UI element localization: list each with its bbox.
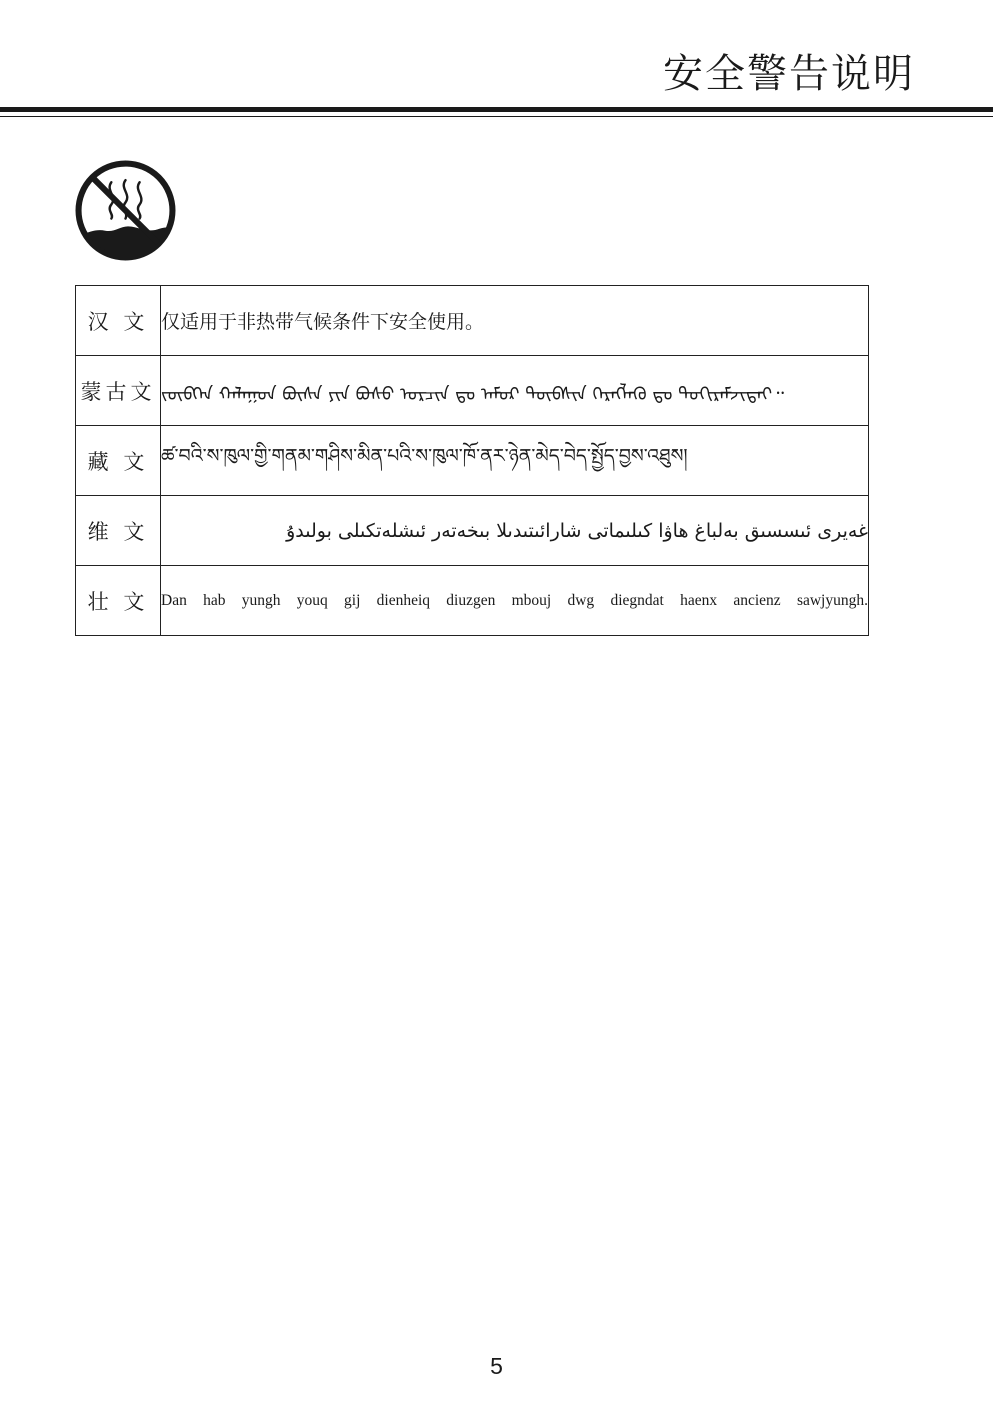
lang-label-mongolian: 蒙古文 [76, 356, 161, 426]
table-row-chinese [76, 286, 869, 356]
warning-text-zhuang: Dan hab yungh youq gij dienheiq diuzgen mbouj dwg diegndat haenx ancienz sawjyungh. [161, 566, 869, 636]
header-divider-thin [0, 116, 993, 117]
lang-label-uyghur: 维 文 [76, 496, 161, 566]
page-title: 安全警告说明 [663, 51, 915, 97]
header-divider-thick [0, 107, 993, 112]
language-warning-table [75, 285, 869, 636]
warning-text-mongolian: ᠵᠥᠪᠬᠡᠨ ᠬᠠᠯᠠᠭᠤᠨ ᠪᠦᠰᠡ ᠶᠢᠨ ᠪᠤᠰᠤ ᠤᠷᠴᠢᠨ ᠳᠤ ᠠᠮᠤᠷ ᠲᠦᠪᠰᠢᠨ ᠬᠡᠷᠡᠭᠯᠡᠬᠦ ᠳᠤ ᠲᠣᠬᠢᠷᠠᠮᠵᠢᠲᠠᠢ᠃ [161, 356, 869, 426]
table-row-zhuang [76, 566, 869, 636]
table-row-uyghur [76, 496, 869, 566]
page-number: 5 [490, 1353, 503, 1379]
table-row-tibetan [76, 426, 869, 496]
warning-text-chinese: 仅适用于非热带气候条件下安全使用。 [161, 286, 869, 356]
lang-label-tibetan: 藏 文 [76, 426, 161, 496]
lang-label-zhuang: 壮 文 [76, 566, 161, 636]
warning-text-uyghur: غەيرى ئىسسىق بەلباغ ھاۋا كىلىماتى شارائىتىدىلا بىخەتەر ئىشلەتكىلى بولىدۇ [161, 496, 869, 566]
lang-label-chinese: 汉 文 [76, 286, 161, 356]
warning-text-tibetan: ཚ་བའི་ས་ཁུལ་གྱི་གནམ་གཤིས་མིན་པའི་ས་ཁུལ་ཁོ་ནར་ཉེན་མེད་བེད་སྤྱོད་བྱས་འཐུས། [161, 426, 869, 496]
table-row-mongolian [76, 356, 869, 426]
no-tropical-climate-icon [75, 160, 176, 261]
